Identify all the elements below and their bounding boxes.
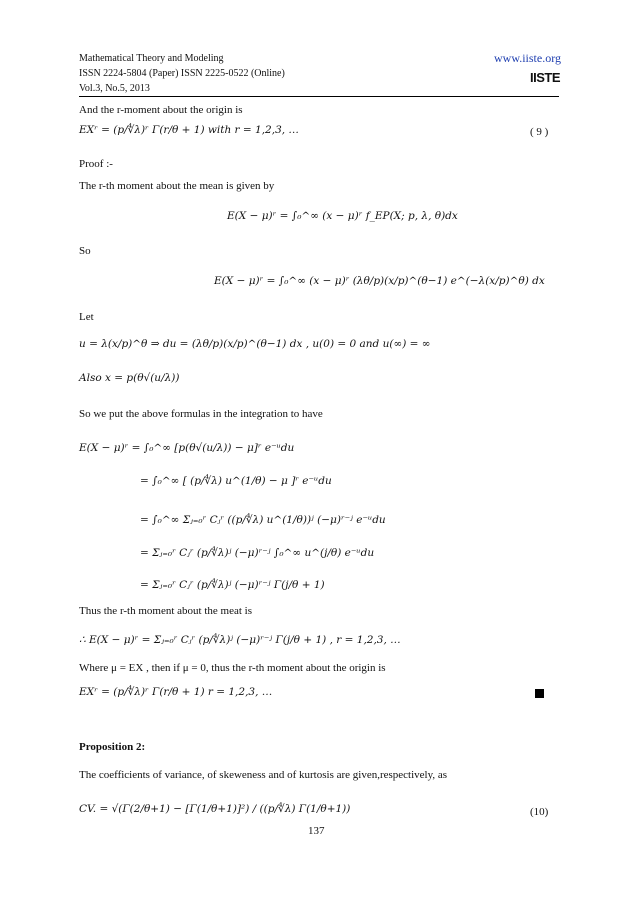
equation-number-9: ( 9 ) (530, 126, 549, 138)
paragraph-where: Where μ = EX , then if μ = 0, thus the r-th moment about the origin is (79, 662, 386, 674)
equation-mean-integral: E(X − μ)ʳ = ∫₀^∞ (x − μ)ʳ f_EP(X; p, λ, θ)dx (227, 210, 458, 222)
proof-label: Proof :- (79, 158, 113, 170)
so-label: So (79, 245, 91, 257)
paragraph-r-moment: And the r-moment about the origin is (79, 104, 243, 116)
let-label: Let (79, 311, 94, 323)
equation-thus: ∴ E(X − μ)ʳ = Σⱼ₌₀ʳ Cⱼʳ (p/∜λ)ʲ (−μ)ʳ⁻ʲ Γ(j/θ + 1) , r = 1,2,3, … (79, 634, 401, 646)
iiste-logo: IISTE (530, 70, 561, 85)
qed-square-icon (535, 689, 544, 698)
issn-line: ISSN 2224-5804 (Paper) ISSN 2225-0522 (Online) (79, 68, 285, 79)
equation-also-x: Also x = p(θ√(u/λ)) (79, 372, 180, 384)
journal-url-link[interactable]: www.iiste.org (494, 51, 561, 65)
derivation-step-2: = ∫₀^∞ [ (p/∜λ) u^(1/θ) − μ ]ʳ e⁻ᵘdu (140, 475, 332, 487)
equation-9: EXʳ = (p/∜λ)ʳ Γ(r/θ + 1) with r = 1,2,3, … (79, 124, 299, 136)
volume-line: Vol.3, No.5, 2013 (79, 83, 150, 94)
derivation-step-4: = Σⱼ₌₀ʳ Cⱼʳ (p/∜λ)ʲ (−μ)ʳ⁻ʲ ∫₀^∞ u^(j/θ) e⁻ᵘdu (140, 547, 375, 559)
page-number: 137 (308, 825, 325, 837)
proposition-heading: Proposition 2: (79, 741, 146, 753)
equation-substitution: u = λ(x/p)^θ ⇒ du = (λθ/p)(x/p)^(θ−1) dx , u(0) = 0 and u(∞) = ∞ (79, 338, 431, 350)
header-rule (79, 96, 559, 97)
equation-so-integral: E(X − μ)ʳ = ∫₀^∞ (x − μ)ʳ (λθ/p)(x/p)^(θ−1) e^(−λ(x/p)^θ) dx (214, 275, 545, 287)
journal-title: Mathematical Theory and Modeling (79, 53, 224, 64)
paragraph-integration: So we put the above formulas in the integration to have (79, 408, 323, 420)
derivation-step-5: = Σⱼ₌₀ʳ Cⱼʳ (p/∜λ)ʲ (−μ)ʳ⁻ʲ Γ(j/θ + 1) (140, 579, 325, 591)
paragraph-coefficients: The coefficients of variance, of skeweness and of kurtosis are given,respectively, as (79, 769, 448, 781)
paragraph-thus: Thus the r-th moment about the meat is (79, 605, 252, 617)
equation-10: CV. = √(Γ(2/θ+1) − [Γ(1/θ+1)]²) / ((p/∜λ) Γ(1/θ+1)) (79, 803, 351, 815)
paragraph-mean-moment: The r-th moment about the mean is given by (79, 180, 275, 192)
derivation-step-3: = ∫₀^∞ Σⱼ₌₀ʳ Cⱼʳ ((p/∜λ) u^(1/θ))ʲ (−μ)ʳ⁻ʲ e⁻ᵘdu (140, 514, 386, 526)
equation-number-10: (10) (530, 806, 549, 818)
equation-origin: EXʳ = (p/∜λ)ʳ Γ(r/θ + 1) r = 1,2,3, … (79, 686, 273, 698)
derivation-step-1: E(X − μ)ʳ = ∫₀^∞ [p(θ√(u/λ)) − μ]ʳ e⁻ᵘdu (79, 442, 295, 454)
